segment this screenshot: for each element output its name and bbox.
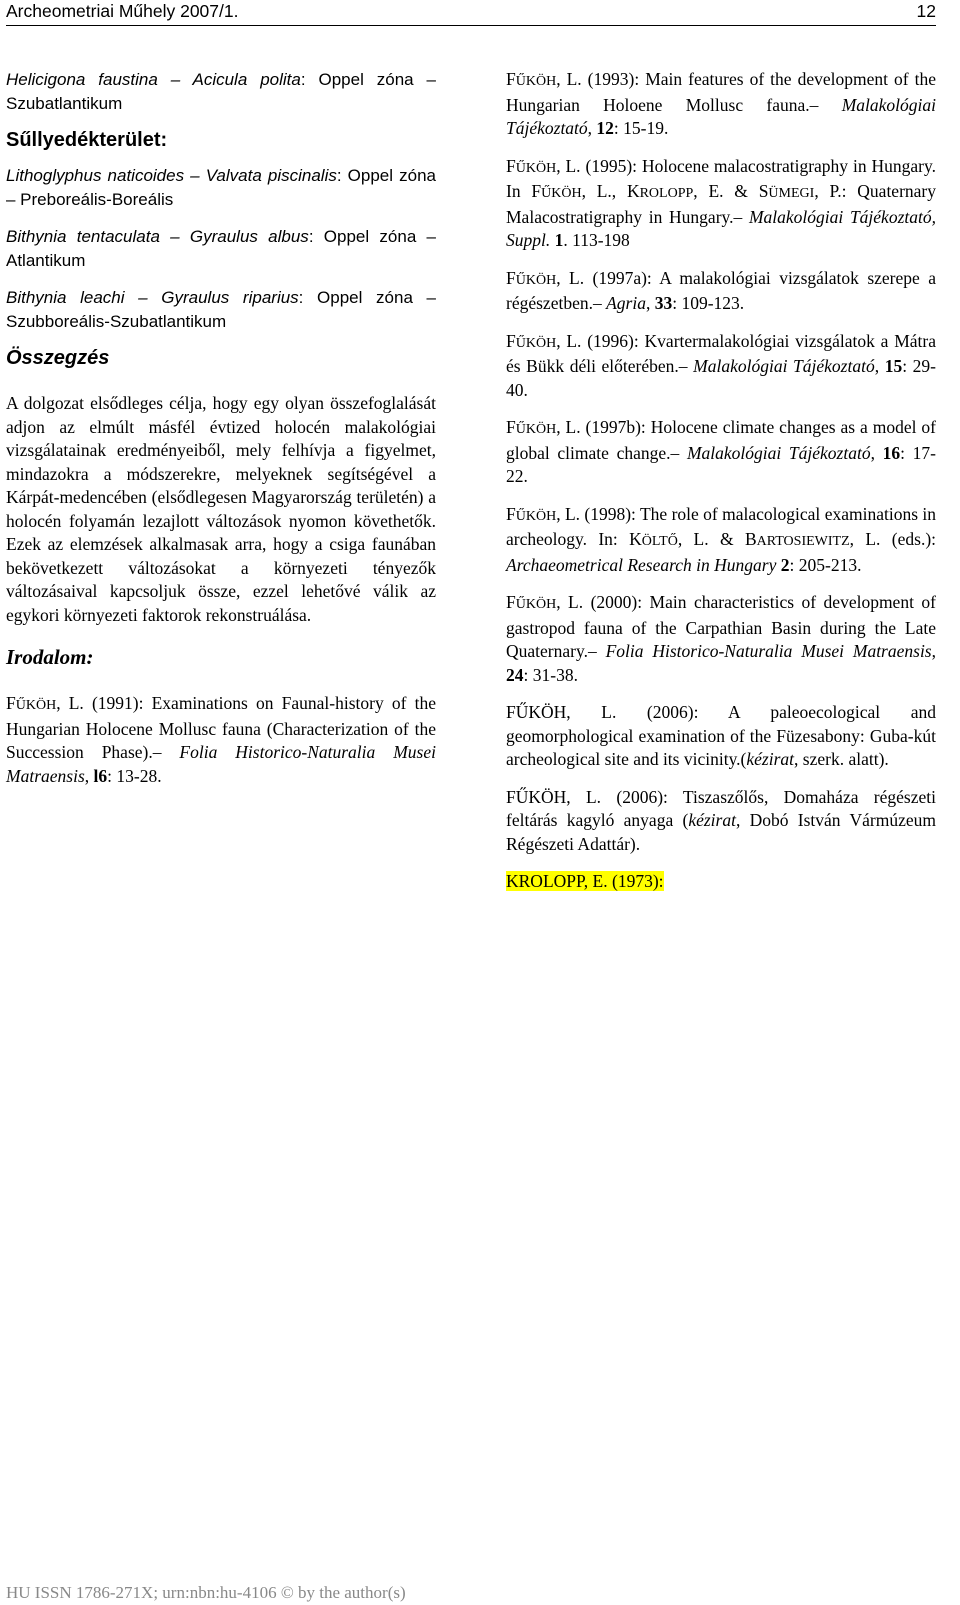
reference-entry: FŰKÖH, L. (1995): Holocene malacostratigraphy in Hungary. In FŰKÖH, L., KROLOPP, E. & SÜMEGI, P.: Quaternary Malacostratigraphy in Hungary.– Malakológiai Tájékoztató, Suppl. 1. 113-198 xyxy=(506,155,936,250)
reference-entry xyxy=(506,870,936,894)
volume: 12 xyxy=(596,118,614,138)
zone-text: : Oppel zóna – Preboreális-Boreális xyxy=(6,166,436,209)
zone-text: : Oppel zóna – Atlantikum xyxy=(6,227,436,270)
reference-entry: FŰKÖH, L. (1998): The role of malacological examinations in archeology. In: KÖLTŐ, L. & BARTOSIEWITZ, L. (eds.): Archaeometrical Research in Hungary 2: 205-213. xyxy=(506,503,937,575)
zone-text: : Oppel zóna – Szubatlantikum xyxy=(6,70,436,113)
volume: 33 xyxy=(654,293,673,313)
reference-entry: FŰKÖH, L. (2006): Tiszaszőlős, Domaháza régészeti feltárás kagyló anyaga (kézirat, Dobó István Vármúzeum Régészeti Adattár). xyxy=(506,786,936,854)
journal-name: Malakológiai Tájékoztató, Suppl. xyxy=(506,206,936,250)
journal-name: Malakológiai Tájékoztató xyxy=(686,442,871,463)
right-column xyxy=(506,68,936,908)
reference-entry: FŰKÖH, L. (1991): Examinations on Faunal-history of the Hungarian Holocene Mollusc fauna (Characterization of the Succession Phase).– Folia Historico-Naturalia Musei Matraensis, l6: 13-28. xyxy=(6,693,436,786)
journal-name: Malakológiai Tájékoztató xyxy=(506,94,936,138)
summary-heading: Összegzés xyxy=(6,347,110,369)
reference-entry: FŰKÖH, L. (1997a): A malakológiai vizsgálatok szerepe a régészetben.– Agria, 33: 109-123. xyxy=(506,267,936,313)
volume: 15 xyxy=(884,356,903,376)
journal-name: Malakológiai Tájékoztató xyxy=(693,356,875,376)
page-number: 12 xyxy=(916,1,936,21)
subsidence-heading: Sűllyedékterület: xyxy=(6,129,168,151)
volume: 1 xyxy=(554,230,564,250)
references-heading: Irodalom: xyxy=(6,645,94,669)
journal-name: Archaeometrical Research in Hungary xyxy=(506,554,777,575)
zone-entry xyxy=(6,225,436,272)
summary-paragraph: A dolgozat elsődleges célja, hogy egy olyan összefoglalását adjon az elmúlt másfél évtized holocén malakológiai vizsgálatainak eredményeiből, mely felhívja a figyelmet, mindazokra a módszerekre, melyeknek segítségével a Kárpát-medencében (elsődlegesen Magyarország területén) a holocén folyamán lezajlott változások nyomon követhetők. Ezek az elemzések alkalmasak arra, hogy a csiga faunában bekövetkezett változásokat a környezeti tényezők változásaival kapcsoljuk össze, ezzel lehetővé válik az egykori környezeti faktorok rekonstruálása. xyxy=(6,393,436,625)
page-footer: HU ISSN 1786-271X; urn:nbn:hu-4106 © by the author(s) xyxy=(6,1583,406,1602)
volume: 24 xyxy=(506,664,524,685)
highlighted-reference: KROLOPP, E. (1973): xyxy=(506,871,664,891)
volume: l6 xyxy=(93,765,108,786)
volume: 16 xyxy=(882,442,901,463)
journal-title: Archeometriai Műhely 2007/1. xyxy=(6,1,239,21)
reference-entry: FŰKÖH, L. (2006): A paleoecological and geomorphological examination of the Füzesabony: Guba-kút archeological site and its vicinity.(kézirat, szerk. alatt). xyxy=(506,702,936,769)
left-column xyxy=(6,68,436,802)
journal-name: Folia Historico-Naturalia Musei Matraensis xyxy=(605,641,932,661)
running-header xyxy=(6,0,936,26)
species-names: Bithynia leachi – Gyraulus riparius xyxy=(6,288,299,307)
reference-entry: FŰKÖH, L. (1997b): Holocene climate changes as a model of global climate change.– Malakológiai Tájékoztató, 16: 17-22. xyxy=(506,417,936,486)
zone-text: : Oppel zóna – Szubboreális-Szubatlantikum xyxy=(6,288,436,331)
species-names: Lithoglyphus naticoides – Valvata piscinalis xyxy=(6,166,337,185)
journal-name: Folia Historico-Naturalia Musei Matraensis xyxy=(6,742,436,786)
species-names: Bithynia tentaculata – Gyraulus albus xyxy=(6,227,309,246)
reference-entry: FŰKÖH, L. (1993): Main features of the development of the Hungarian Holoene Mollusc fauna.– Malakológiai Tájékoztató, 12: 15-19. xyxy=(506,69,936,138)
volume: 2 xyxy=(780,554,790,575)
reference-entry: FŰKÖH, L. (1996): Kvartermalakológiai vizsgálatok a Mátra és Bükk déli előterében.– Malakológiai Tájékoztató, 15: 29-40. xyxy=(506,330,936,400)
species-names: Helicigona faustina – Acicula polita xyxy=(6,70,301,89)
reference-entry: FŰKÖH, L. (2000): Main characteristics of development of gastropod fauna of the Carpathian Basin during the Late Quaternary.– Folia Historico-Naturalia Musei Matraensis, 24: 31-38. xyxy=(506,592,936,685)
zone-entry xyxy=(6,286,436,333)
journal-name: Agria xyxy=(606,293,646,313)
zone-entry xyxy=(6,68,436,115)
zone-entry xyxy=(6,164,436,211)
